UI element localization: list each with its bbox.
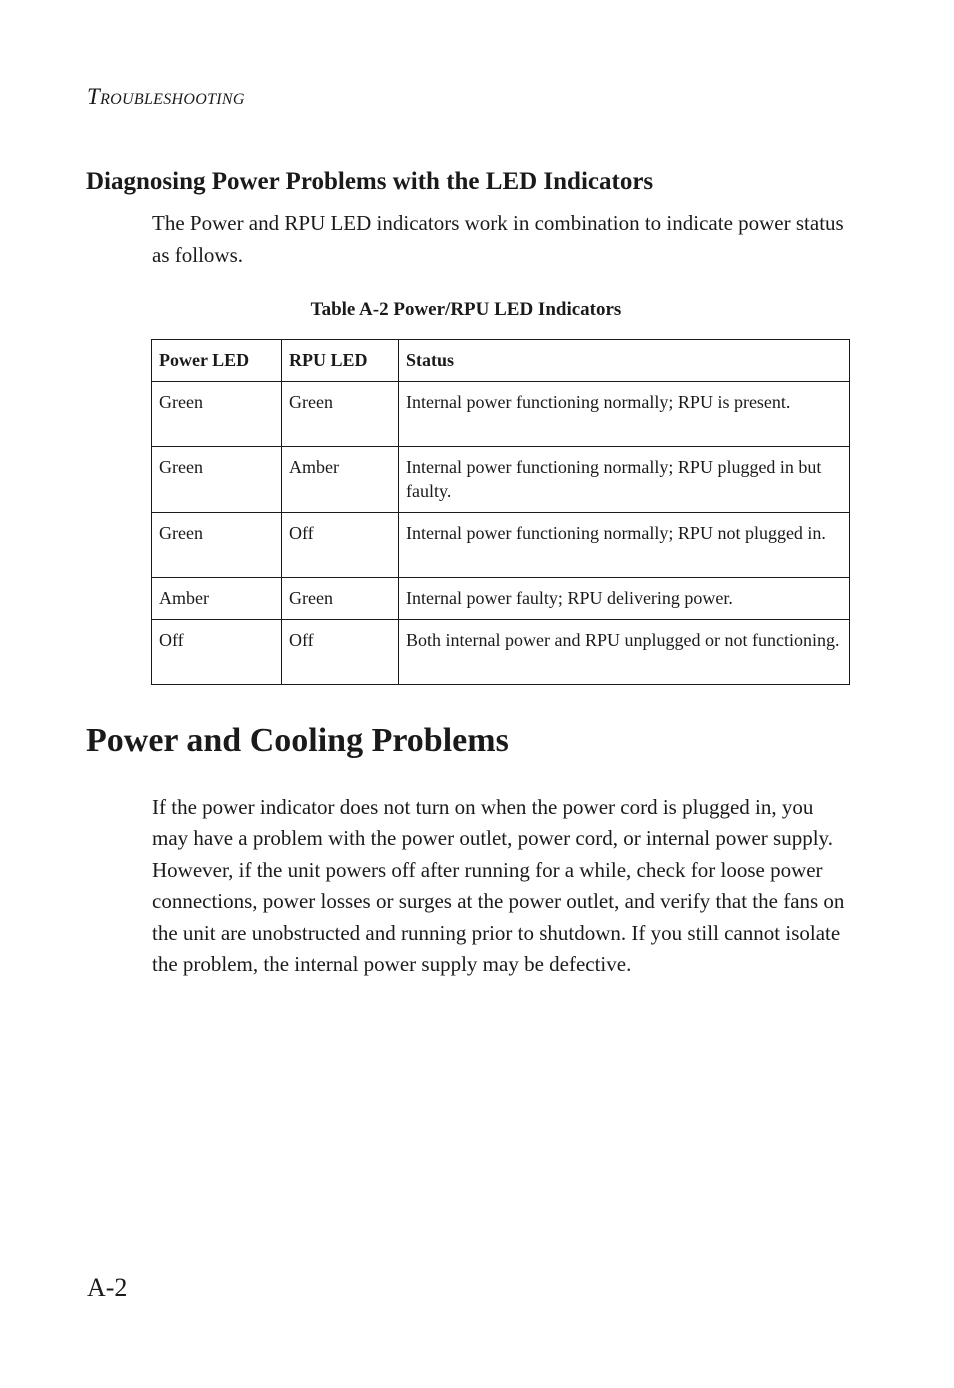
table-row (152, 620, 850, 685)
cell-status: Internal power functioning normally; RPU not plugged in. (399, 513, 850, 578)
table-row (152, 578, 850, 620)
column-header-rpu-led: RPU LED (282, 340, 399, 382)
cell-power-led: Green (152, 447, 282, 513)
cell-rpu-led: Green (282, 382, 399, 447)
intro-paragraph: The Power and RPU LED indicators work in combination to indicate power status as follows. (152, 211, 844, 267)
column-header-power-led: Power LED (152, 340, 282, 382)
cell-rpu-led: Green (282, 578, 399, 620)
section-heading: Diagnosing Power Problems with the LED Indicators (86, 168, 654, 195)
cell-status: Internal power functioning normally; RPU plugged in but faulty. (399, 447, 850, 513)
cell-rpu-led: Amber (282, 447, 399, 513)
cell-status: Internal power functioning normally; RPU is present. (399, 382, 850, 447)
cell-status: Both internal power and RPU unplugged or not functioning. (399, 620, 850, 685)
table-row (152, 447, 850, 513)
cell-rpu-led: Off (282, 620, 399, 685)
cell-power-led: Green (152, 382, 282, 447)
running-header-initial: T (87, 84, 101, 109)
running-header (87, 84, 245, 110)
power-cooling-heading: Power and Cooling Problems (86, 722, 509, 759)
table-row (152, 513, 850, 578)
page-number: A-2 (87, 1273, 128, 1302)
table-row (152, 382, 850, 447)
cell-status: Internal power faulty; RPU delivering power. (399, 578, 850, 620)
running-header-rest: ROUBLESHOOTING (100, 91, 245, 108)
column-header-status: Status (399, 340, 850, 382)
led-indicator-table (151, 339, 850, 685)
power-cooling-paragraph: If the power indicator does not turn on when the power cord is plugged in, you may have a problem with the power outlet, power cord, or internal power supply. However, if the unit powers off after running for a while, check for loose power connections, power losses or surges at the power outlet, and verify that the fans on the unit are unobstructed and running prior to shutdown. If you still cannot isolate the problem, the internal power supply may be defective. (152, 795, 845, 977)
cell-rpu-led: Off (282, 513, 399, 578)
cell-power-led: Green (152, 513, 282, 578)
table-caption: Table A-2 Power/RPU LED Indicators (310, 299, 622, 320)
table-header-row (152, 340, 850, 382)
cell-power-led: Off (152, 620, 282, 685)
cell-power-led: Amber (152, 578, 282, 620)
